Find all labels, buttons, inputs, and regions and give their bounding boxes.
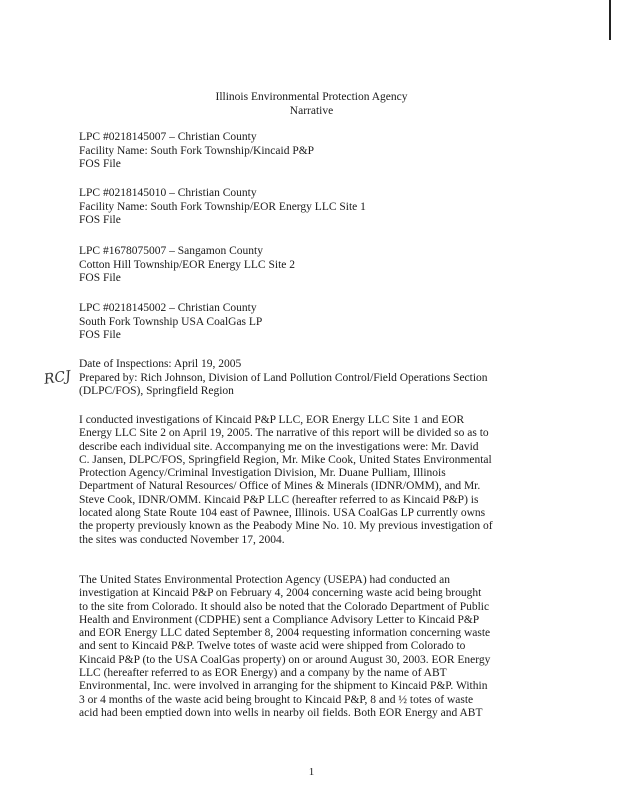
paragraph-line: Department of Natural Resources/ Office of Mines & Minerals (IDNR/OMM), and Mr. <box>79 480 481 493</box>
site-lpc: LPC #0218145007 – Christian County <box>79 131 257 143</box>
site-block-2 <box>79 187 549 228</box>
paragraph-line: describe each individual site. Accompanying me on the investigations were: Mr. David <box>79 440 479 453</box>
paragraph-line: Kincaid P&P (to the USA CoalGas property) on or around August 30, 2003. EOR Energy <box>79 653 491 666</box>
paragraph-line: Steve Cook, IDNR/OMM. Kincaid P&P LLC (hereafter referred to as Kincaid P&P) is <box>79 493 479 506</box>
paragraph-line: Protection Agency/Criminal Investigation Division, Mr. Duane Pulliam, Illinois <box>79 467 446 480</box>
paragraph-line: Environmental, Inc. were involved in arranging for the shipment to Kincaid P&P. Within <box>79 680 488 693</box>
document-subtitle: Narrative <box>289 105 334 117</box>
paragraph-line: Health and Environment (CDPHE) sent a Compliance Advisory Letter to Kincaid P&P <box>79 613 480 626</box>
site-facility: Facility Name: South Fork Township/Kincaid P&P <box>79 144 315 157</box>
site-file: FOS File <box>79 329 121 341</box>
paragraph-line: acid had been emptied down into wells in nearby oil fields. Both EOR Energy and ABT <box>79 706 483 719</box>
paragraph-line: 3 or 4 months of the waste acid being brought to Kincaid P&P, 8 and ½ totes of waste <box>79 693 474 706</box>
site-file: FOS File <box>79 158 121 170</box>
paragraph-line: to the site from Colorado. It should also be noted that the Colorado Department of Public <box>79 600 490 613</box>
inspection-info <box>79 358 549 399</box>
paragraph-line: located along State Route 104 east of Pawnee, Illinois. USA CoalGas LP currently owns <box>79 507 486 520</box>
site-facility: Facility Name: South Fork Township/EOR Energy LLC Site 1 <box>79 200 366 213</box>
narrative-paragraph-2 <box>79 574 519 720</box>
scan-edge-mark <box>609 0 611 40</box>
site-block-4 <box>79 302 549 343</box>
site-lpc: LPC #0218145002 – Christian County <box>79 302 257 314</box>
paragraph-line: the sites was conducted November 17, 2004. <box>79 533 285 546</box>
site-block-1 <box>79 131 549 172</box>
site-file: FOS File <box>79 214 121 226</box>
paragraph-line: The United States Environmental Protection Agency (USEPA) had conducted an <box>79 574 451 586</box>
paragraph-line: C. Jansen, DLPC/FOS, Springfield Region, Mr. Mike Cook, United States Environmental <box>79 453 492 466</box>
paragraph-line: and EOR Energy LLC dated September 8, 2004 requesting information concerning waste <box>79 627 491 640</box>
paragraph-line: the property previously known as the Peabody Mine No. 10. My previous investigation of <box>79 520 493 533</box>
site-facility: Cotton Hill Township/EOR Energy LLC Site 2 <box>79 258 295 271</box>
paragraph-line: I conducted investigations of Kincaid P&P LLC, EOR Energy LLC Site 1 and EOR <box>79 414 465 426</box>
site-facility: South Fork Township USA CoalGas LP <box>79 315 263 328</box>
paragraph-line: investigation at Kincaid P&P on February 4, 2004 concerning waste acid being brought <box>79 587 482 600</box>
prepared-by-cont: (DLPC/FOS), Springfield Region <box>79 385 234 397</box>
prepared-by: Prepared by: Rich Johnson, Division of Land Pollution Control/Field Operations Section <box>79 371 488 384</box>
site-file: FOS File <box>79 272 121 284</box>
paragraph-line: LLC (hereafter referred to as EOR Energy) and a company by the name of ABT <box>79 667 447 680</box>
paragraph-line: Energy LLC Site 2 on April 19, 2005. The narrative of this report will be divided so as to <box>79 427 489 440</box>
site-lpc: LPC #1678075007 – Sangamon County <box>79 245 264 257</box>
agency-title: Illinois Environmental Protection Agency <box>215 91 408 103</box>
paragraph-line: and sent to Kincaid P&P. Twelve totes of waste acid were shipped from Colorado to <box>79 640 466 653</box>
narrative-paragraph-1 <box>79 414 519 547</box>
site-lpc: LPC #0218145010 – Christian County <box>79 187 257 199</box>
handwritten-initials: RCJ <box>43 368 72 388</box>
inspection-date: Date of Inspections: April 19, 2005 <box>79 358 242 370</box>
site-block-3 <box>79 245 549 286</box>
page-number: 1 <box>308 766 315 778</box>
